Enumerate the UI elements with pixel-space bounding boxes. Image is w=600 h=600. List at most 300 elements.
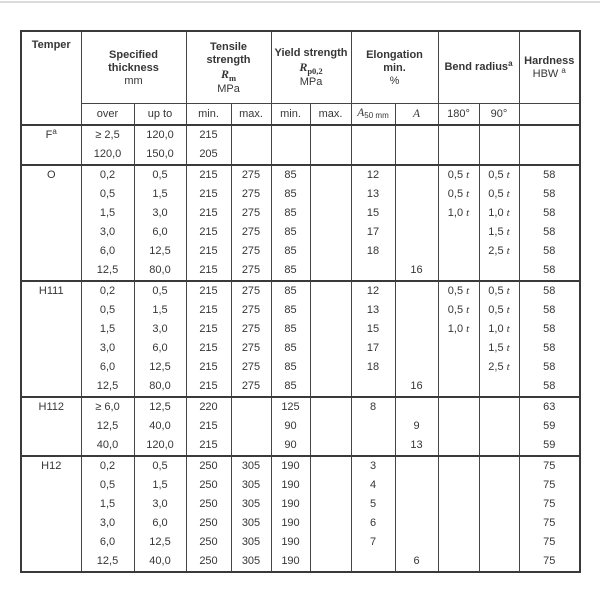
table-cell: 58	[519, 301, 580, 320]
table-cell	[479, 417, 519, 436]
table-cell: 215	[186, 417, 231, 436]
table-cell: 40,0	[134, 552, 186, 572]
subheader-a50: $A_{50 mm}$	[351, 103, 395, 125]
temper-label: O	[21, 165, 81, 281]
table-cell: 85	[271, 281, 310, 301]
table-row	[21, 125, 580, 145]
table-cell: 275	[231, 261, 271, 281]
table-cell: 4	[351, 476, 395, 495]
header-row-groups	[21, 31, 580, 103]
table-row	[21, 185, 580, 204]
table-row	[21, 377, 580, 397]
table-cell: 12,5	[81, 417, 134, 436]
table-cell: 6,0	[134, 223, 186, 242]
table-cell: 5	[351, 495, 395, 514]
table-cell	[231, 417, 271, 436]
table-cell: 3,0	[134, 204, 186, 223]
table-cell: 215	[186, 301, 231, 320]
temper-label: H12	[21, 456, 81, 572]
table-cell: 215	[186, 204, 231, 223]
table-cell: 16	[395, 261, 438, 281]
subheader-yield-max: max.	[310, 103, 351, 125]
table-cell: 85	[271, 377, 310, 397]
table-cell: 3,0	[81, 339, 134, 358]
table-cell: 275	[231, 377, 271, 397]
table-cell: 58	[519, 223, 580, 242]
table-cell: 0,5 t	[438, 301, 479, 320]
table-cell: 215	[186, 261, 231, 281]
temper-section-h112	[21, 397, 580, 456]
table-cell: 190	[271, 552, 310, 572]
table-cell: 250	[186, 514, 231, 533]
table-cell: 85	[271, 339, 310, 358]
material-properties-table	[20, 30, 581, 573]
temper-section-f	[21, 125, 580, 165]
page-edge-line	[0, 1, 600, 3]
table-cell	[479, 397, 519, 417]
table-cell: 1,5 t	[479, 339, 519, 358]
table-cell	[271, 145, 310, 165]
table-row	[21, 281, 580, 301]
table-cell: 0,5	[81, 185, 134, 204]
header-hardness	[519, 31, 580, 103]
table-cell: 215	[186, 377, 231, 397]
table-cell: 120,0	[134, 125, 186, 145]
header-elongation	[351, 31, 438, 103]
table-cell: 1,0 t	[438, 204, 479, 223]
table-cell: 40,0	[81, 436, 134, 456]
table-cell: 59	[519, 417, 580, 436]
table-cell	[395, 456, 438, 476]
table-cell: 58	[519, 204, 580, 223]
table-cell	[519, 145, 580, 165]
table-cell: 215	[186, 436, 231, 456]
table-cell: 275	[231, 281, 271, 301]
table-cell	[395, 495, 438, 514]
table-cell	[351, 145, 395, 165]
table-cell: 0,2	[81, 281, 134, 301]
table-header	[21, 31, 580, 125]
table-cell	[310, 456, 351, 476]
table-cell	[351, 436, 395, 456]
table-cell: 2,5 t	[479, 242, 519, 261]
table-cell: 18	[351, 242, 395, 261]
table-cell: 0,5 t	[479, 165, 519, 185]
table-cell: 250	[186, 456, 231, 476]
table-cell: 58	[519, 339, 580, 358]
temper-label: F$^a$	[21, 125, 81, 165]
header-temper-label: Temper	[31, 39, 71, 51]
table-cell: 0,2	[81, 165, 134, 185]
table-cell	[310, 397, 351, 417]
table-cell	[395, 204, 438, 223]
table-cell: 40,0	[134, 417, 186, 436]
table-cell	[310, 495, 351, 514]
table-cell: 2,5 t	[479, 358, 519, 377]
table-cell: 0,5	[134, 165, 186, 185]
table-cell: 12,5	[134, 533, 186, 552]
header-elongation-label: Elongation min.	[366, 48, 423, 74]
table-cell	[271, 125, 310, 145]
header-thickness-unit: mm	[124, 74, 143, 87]
table-row	[21, 242, 580, 261]
table-cell: 190	[271, 495, 310, 514]
table-cell	[395, 125, 438, 145]
table-cell	[438, 125, 479, 145]
table-cell: 275	[231, 339, 271, 358]
table-cell: 17	[351, 223, 395, 242]
table-row	[21, 436, 580, 456]
table-cell: 6	[395, 552, 438, 572]
table-cell: 6,0	[81, 242, 134, 261]
table-cell: 85	[271, 320, 310, 339]
table-cell	[438, 377, 479, 397]
table-cell: 58	[519, 165, 580, 185]
table-cell	[479, 552, 519, 572]
table-row	[21, 476, 580, 495]
table-cell: 85	[271, 301, 310, 320]
hardness-footnote-sup: a	[561, 66, 566, 76]
table-cell	[231, 145, 271, 165]
table-cell: 0,5	[134, 456, 186, 476]
table-cell: 1,5	[134, 185, 186, 204]
table-cell: 58	[519, 281, 580, 301]
table-cell: 0,5	[81, 476, 134, 495]
table-cell: 1,5 t	[479, 223, 519, 242]
table-cell: 17	[351, 339, 395, 358]
table-row	[21, 145, 580, 165]
table-cell: 12,5	[134, 397, 186, 417]
table-row	[21, 301, 580, 320]
table-cell	[310, 223, 351, 242]
table-cell: 85	[271, 261, 310, 281]
table-cell: 85	[271, 185, 310, 204]
tensile-symbol: $R_m$	[220, 66, 237, 83]
table-cell: 13	[351, 185, 395, 204]
header-hardness-label: Hardness	[524, 55, 575, 68]
table-cell	[438, 339, 479, 358]
table-cell: 1,5	[81, 495, 134, 514]
table-cell	[438, 495, 479, 514]
table-cell: 215	[186, 339, 231, 358]
table-cell	[310, 320, 351, 339]
table-cell: 220	[186, 397, 231, 417]
table-cell	[310, 552, 351, 572]
header-temper	[21, 31, 81, 125]
table-row	[21, 456, 580, 476]
table-cell: 12	[351, 165, 395, 185]
table-cell: 90	[271, 436, 310, 456]
table-cell: 275	[231, 165, 271, 185]
table-cell: 275	[231, 185, 271, 204]
table-cell	[438, 456, 479, 476]
header-elongation-unit: %	[389, 74, 400, 87]
table-cell	[310, 358, 351, 377]
table-cell	[351, 552, 395, 572]
table-cell: 75	[519, 514, 580, 533]
table-cell	[438, 242, 479, 261]
table-cell: 85	[271, 165, 310, 185]
table-cell: 15	[351, 320, 395, 339]
table-cell: 0,5	[134, 281, 186, 301]
table-cell: 58	[519, 185, 580, 204]
subheader-hardness-blank	[519, 103, 580, 125]
table-cell: 120,0	[134, 436, 186, 456]
subheader-over: over	[81, 103, 134, 125]
table-cell	[438, 436, 479, 456]
table-cell	[231, 436, 271, 456]
bend-footnote-sup: a	[508, 59, 513, 69]
table-cell: 305	[231, 495, 271, 514]
table-cell	[395, 339, 438, 358]
table-cell	[310, 377, 351, 397]
table-cell	[438, 417, 479, 436]
table-row	[21, 514, 580, 533]
table-cell: 18	[351, 358, 395, 377]
subheader-180deg: 180°	[438, 103, 479, 125]
table-row	[21, 358, 580, 377]
table-cell: 215	[186, 223, 231, 242]
table-cell: 12	[351, 281, 395, 301]
table-cell	[310, 165, 351, 185]
table-cell: 215	[186, 165, 231, 185]
table-cell: 0,5 t	[479, 281, 519, 301]
table-cell: 90	[271, 417, 310, 436]
table-cell	[395, 185, 438, 204]
table-cell	[310, 417, 351, 436]
table-cell: 0,5 t	[438, 281, 479, 301]
header-bend-radius	[438, 31, 519, 103]
table-cell	[351, 261, 395, 281]
table-cell: 305	[231, 552, 271, 572]
table-cell: 215	[186, 281, 231, 301]
table-cell	[519, 125, 580, 145]
header-yield	[271, 31, 351, 103]
table-cell: 85	[271, 358, 310, 377]
table-cell	[310, 476, 351, 495]
header-thickness-label: Specified thickness	[108, 48, 159, 74]
table-cell	[310, 339, 351, 358]
table-cell	[479, 125, 519, 145]
table-cell	[351, 377, 395, 397]
table-cell: 1,0 t	[479, 320, 519, 339]
table-cell: 190	[271, 476, 310, 495]
table-cell: 305	[231, 533, 271, 552]
temper-label: H112	[21, 397, 81, 456]
table-cell: ≥ 2,5	[81, 125, 134, 145]
table-cell	[438, 476, 479, 495]
table-row	[21, 495, 580, 514]
table-row	[21, 320, 580, 339]
table-cell	[310, 281, 351, 301]
table-cell	[438, 261, 479, 281]
table-cell	[395, 514, 438, 533]
table-cell: 12,5	[81, 261, 134, 281]
table-cell	[310, 533, 351, 552]
header-tensile-label: Tensile strength	[206, 40, 251, 66]
table-cell: 58	[519, 261, 580, 281]
table-cell: 15	[351, 204, 395, 223]
table-cell: 0,5 t	[438, 185, 479, 204]
table-cell: 275	[231, 301, 271, 320]
table-cell: 305	[231, 514, 271, 533]
table-cell: 85	[271, 204, 310, 223]
table-cell: 0,5	[81, 301, 134, 320]
table-cell	[438, 552, 479, 572]
table-cell: 1,5	[81, 204, 134, 223]
table-cell: 59	[519, 436, 580, 456]
table-cell	[395, 476, 438, 495]
table-cell: 13	[351, 301, 395, 320]
table-cell	[479, 533, 519, 552]
header-row-subcolumns	[21, 103, 580, 125]
table-cell: 75	[519, 552, 580, 572]
table-cell: 305	[231, 476, 271, 495]
table-cell	[438, 533, 479, 552]
header-thickness	[81, 31, 186, 103]
table-cell: 125	[271, 397, 310, 417]
table-cell: 58	[519, 377, 580, 397]
table-cell	[310, 301, 351, 320]
table-cell: 250	[186, 495, 231, 514]
table-cell: 305	[231, 456, 271, 476]
table-cell	[395, 242, 438, 261]
table-cell	[310, 204, 351, 223]
table-cell: 275	[231, 242, 271, 261]
table-row	[21, 417, 580, 436]
table-cell: 12,5	[81, 377, 134, 397]
table-cell: 6,0	[81, 358, 134, 377]
table-cell	[479, 476, 519, 495]
table-cell: 0,5 t	[438, 165, 479, 185]
table-cell: 13	[395, 436, 438, 456]
table-cell: 3,0	[81, 223, 134, 242]
table-cell: 12,5	[134, 242, 186, 261]
header-hardness-unit: HBW $^a$	[532, 66, 566, 81]
table-cell: 215	[186, 125, 231, 145]
subheader-90deg: 90°	[479, 103, 519, 125]
table-cell	[395, 533, 438, 552]
table-cell	[310, 436, 351, 456]
table-cell: 1,0 t	[438, 320, 479, 339]
table-cell: 250	[186, 476, 231, 495]
table-row	[21, 552, 580, 572]
table-cell	[231, 397, 271, 417]
table-row	[21, 223, 580, 242]
table-cell: 1,5	[81, 320, 134, 339]
table-cell: 3,0	[134, 495, 186, 514]
subheader-yield-min: min.	[271, 103, 310, 125]
table-cell: 0,5 t	[479, 301, 519, 320]
table-cell: 215	[186, 242, 231, 261]
table-cell: 3,0	[134, 320, 186, 339]
table-cell: 58	[519, 358, 580, 377]
table-cell: 3,0	[81, 514, 134, 533]
table-cell: 9	[395, 417, 438, 436]
table-row	[21, 165, 580, 185]
table-cell: 75	[519, 495, 580, 514]
table-cell	[395, 320, 438, 339]
temper-section-o	[21, 165, 580, 281]
table-cell: 1,5	[134, 301, 186, 320]
table-cell	[310, 125, 351, 145]
temper-section-h12	[21, 456, 580, 572]
table-cell: 190	[271, 514, 310, 533]
table-cell: 0,5 t	[479, 185, 519, 204]
table-row	[21, 261, 580, 281]
header-bend-label: Bend radius$^a$	[444, 59, 513, 74]
table-cell: 85	[271, 242, 310, 261]
table-cell	[479, 145, 519, 165]
table-cell	[479, 456, 519, 476]
table-cell: 275	[231, 320, 271, 339]
yield-symbol: $R_{p0,2}$	[299, 60, 323, 77]
header-yield-label: Yield strength	[274, 47, 348, 60]
table-cell	[479, 377, 519, 397]
table-cell: 12,5	[134, 358, 186, 377]
table-cell: 75	[519, 476, 580, 495]
table-cell: ≥ 6,0	[81, 397, 134, 417]
table-cell	[310, 185, 351, 204]
table-cell	[395, 281, 438, 301]
table-cell: 1,5	[134, 476, 186, 495]
table-cell: 120,0	[81, 145, 134, 165]
table-cell	[395, 397, 438, 417]
table-cell: 12,5	[81, 552, 134, 572]
table-cell: 58	[519, 320, 580, 339]
table-cell	[351, 417, 395, 436]
table-cell: 6	[351, 514, 395, 533]
table-cell: 8	[351, 397, 395, 417]
table-cell: 75	[519, 533, 580, 552]
table-cell	[395, 223, 438, 242]
table-cell: 58	[519, 242, 580, 261]
table-cell: 75	[519, 456, 580, 476]
table-cell	[479, 436, 519, 456]
table-cell	[438, 145, 479, 165]
table-cell: 6,0	[81, 533, 134, 552]
table-cell: 275	[231, 204, 271, 223]
subheader-tensile-max: max.	[231, 103, 271, 125]
table-cell	[310, 514, 351, 533]
table-cell: 250	[186, 552, 231, 572]
table-cell	[395, 301, 438, 320]
table-cell: 275	[231, 358, 271, 377]
table-cell	[438, 514, 479, 533]
table-row	[21, 339, 580, 358]
table-cell: 80,0	[134, 377, 186, 397]
table-cell	[438, 358, 479, 377]
table-cell: 0,2	[81, 456, 134, 476]
subheader-up-to: up to	[134, 103, 186, 125]
table-cell: 215	[186, 185, 231, 204]
table-cell: 190	[271, 456, 310, 476]
table-cell	[479, 495, 519, 514]
table-cell: 275	[231, 223, 271, 242]
table-cell	[479, 514, 519, 533]
table-cell: 3	[351, 456, 395, 476]
temper-label: H111	[21, 281, 81, 397]
header-tensile-unit: MPa	[217, 82, 240, 95]
table-cell: 16	[395, 377, 438, 397]
table-cell	[395, 358, 438, 377]
table-row	[21, 533, 580, 552]
table-cell	[479, 261, 519, 281]
table-cell: 85	[271, 223, 310, 242]
table-cell: 6,0	[134, 339, 186, 358]
table-cell	[351, 125, 395, 145]
table-cell	[395, 165, 438, 185]
